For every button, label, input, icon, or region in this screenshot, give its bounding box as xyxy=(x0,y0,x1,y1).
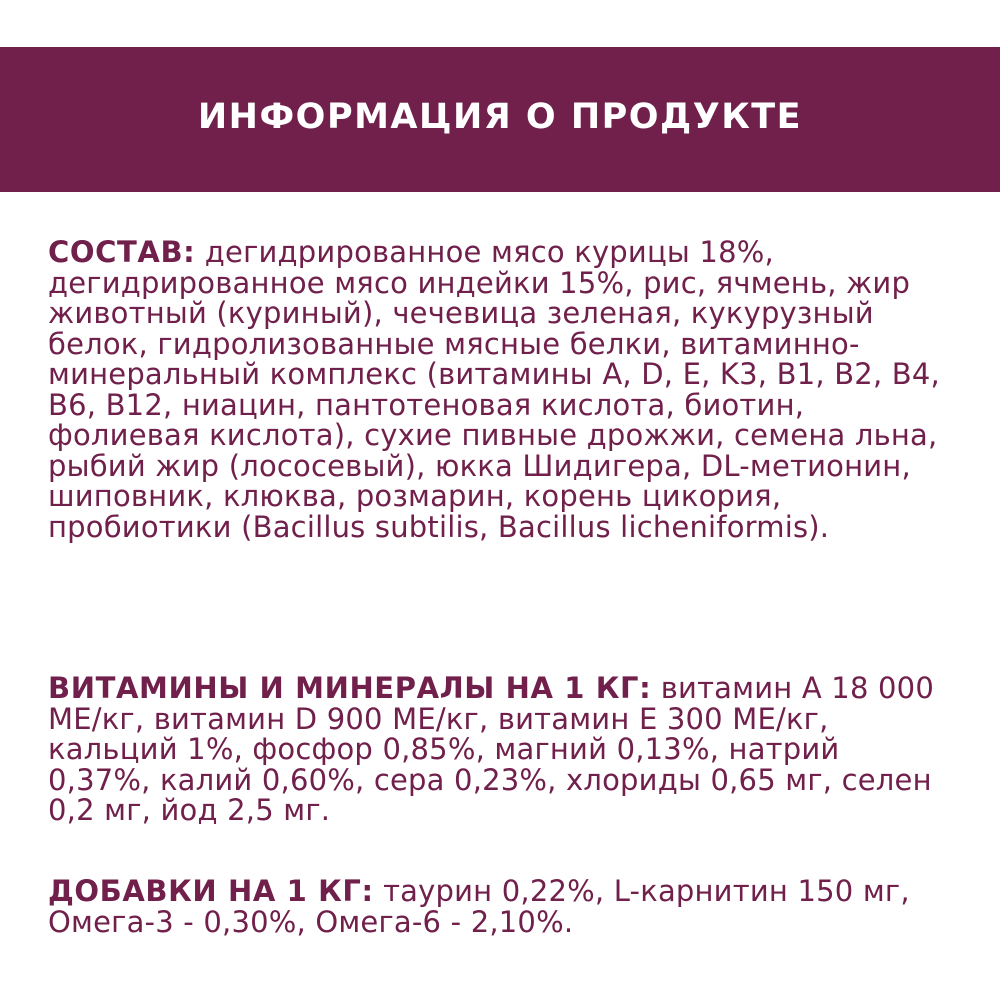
vitamins-section xyxy=(48,673,948,826)
header-banner xyxy=(0,47,1000,192)
composition-text: дегидрированное мясо курицы 18%, дегидрированное мясо индейки 15%, рис, ячмень, жир животный (куриный), чечевица зеленая, кукурузный белок, гидролизованные мясные белки, витаминно-минеральный комплекс (витамины A, D, E, K3, B1, B2, B4, B6, B12, ниацин, пантотеновая кислота, биотин, фолиевая кислота), сухие пивные дрожжи, семена льна, рыбий жир (лососевый), юкка Шидигера, DL-метионин, шиповник, клюква, розмарин, корень цикория, пробиотики (Bacillus subtilis, Bacillus licheniformis). xyxy=(48,235,940,544)
additives-text: таурин 0,22%, L-карнитин 150 мг, Омега-3 - 0,30%, Омега-6 - 2,10%. xyxy=(48,874,910,939)
composition-label: СОСТАВ: xyxy=(48,235,196,269)
additives-section xyxy=(48,876,948,937)
vitamins-label: ВИТАМИНЫ И МИНЕРАЛЫ НА 1 КГ: xyxy=(48,671,652,705)
composition-section xyxy=(48,237,948,542)
page-title: ИНФОРМАЦИЯ О ПРОДУКТЕ xyxy=(197,96,803,137)
vitamins-text: витамин А 18 000 МЕ/кг, витамин D 900 МЕ/кг, витамин Е 300 МЕ/кг, кальций 1%, фосфор 0,85%, магний 0,13%, натрий 0,37%, калий 0,60%, сера 0,23%, хлориды 0,65 мг, селен 0,2 мг, йод 2,5 мг. xyxy=(48,671,934,827)
additives-label: ДОБАВКИ НА 1 КГ: xyxy=(48,874,374,908)
